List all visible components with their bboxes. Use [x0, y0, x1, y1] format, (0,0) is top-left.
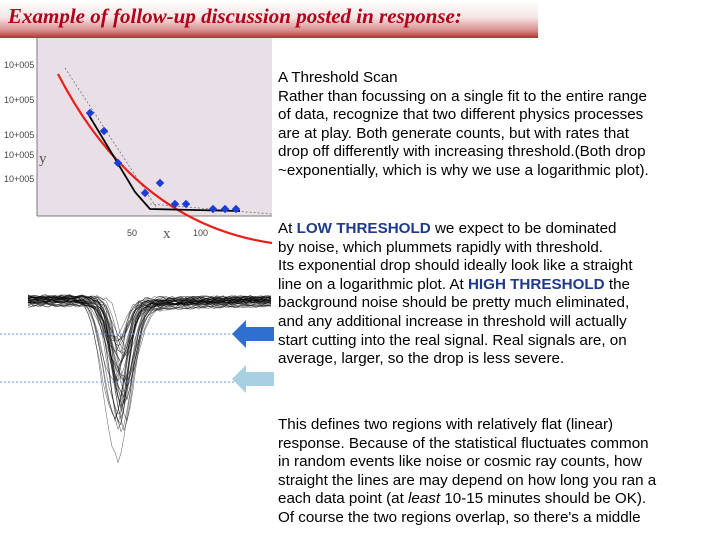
pulse-trace	[28, 299, 271, 429]
text-line: Rather than focussing on a single fit to the entire range	[278, 87, 647, 105]
text-line: Its exponential drop should ideally look like a straight	[278, 257, 633, 275]
text-line: are at play. Both generate counts, but with rates that	[278, 124, 629, 142]
paragraph-threshold-scan	[278, 69, 720, 181]
pulse-trace	[28, 298, 271, 420]
title-banner	[0, 0, 538, 38]
paragraph-low-high-threshold	[278, 220, 720, 369]
x-tick-label: 100	[193, 228, 209, 238]
text-line: ~exponentially, which is why we use a logarithmic plot).	[278, 161, 649, 179]
text-line: A Threshold Scan	[278, 69, 398, 86]
low-threshold-term: LOW THRESHOLD	[296, 220, 431, 237]
low-threshold-arrow-icon	[232, 365, 274, 393]
text-line: start cutting into the real signal. Real signals are, on	[278, 331, 627, 349]
paragraph-two-regions	[278, 416, 720, 528]
text-line: response. Because of the statistical fluctuates common	[278, 434, 649, 452]
y-axis-label: y	[39, 151, 47, 167]
text-line: of data, recognize that two different physics processes	[278, 106, 644, 124]
plot-area	[37, 38, 272, 216]
x-tick-label: 50	[127, 228, 138, 238]
slide-title: Example of follow-up discussion posted in response:	[8, 4, 462, 28]
threshold-scan-plot	[0, 38, 272, 270]
text-line: line on a logarithmic plot. At HIGH THRESHOLD the	[278, 275, 630, 293]
emphasis-least: least	[408, 490, 441, 508]
x-axis-label: x	[163, 226, 171, 242]
y-tick-label: 10+005	[4, 95, 35, 105]
text-line: by noise, which plummets rapidly with threshold.	[278, 238, 603, 256]
pulse-trace	[28, 297, 271, 421]
text-line: Of course the two regions overlap, so there's a middle	[278, 508, 641, 526]
text-line: straight the lines are may depend on how long you ran a	[278, 471, 657, 489]
y-tick-label: 10+005	[4, 130, 35, 140]
text-line: drop off differently with increasing threshold.(Both drop	[278, 143, 646, 161]
y-tick-label: 10+005	[4, 150, 35, 160]
high-threshold-arrow-icon	[232, 320, 274, 348]
text-line: and any additional increase in threshold will actually	[278, 312, 627, 330]
y-tick-label: 10+005	[4, 174, 35, 184]
high-threshold-term: HIGH THRESHOLD	[467, 275, 605, 293]
text-line: each data point (at least 10-15 minutes should be OK).	[278, 490, 647, 508]
text-line: average, larger, so the drop is less severe.	[278, 350, 565, 368]
text-line: At LOW THRESHOLD we expect to be dominated	[278, 220, 617, 237]
y-tick-label: 10+005	[4, 60, 35, 70]
text-line: in random events like noise or cosmic ray counts, how	[278, 453, 642, 471]
text-line: This defines two regions with relatively flat (linear)	[278, 416, 614, 433]
text-line: background noise should be pretty much eliminated,	[278, 294, 630, 312]
pulse-trace	[28, 298, 271, 418]
